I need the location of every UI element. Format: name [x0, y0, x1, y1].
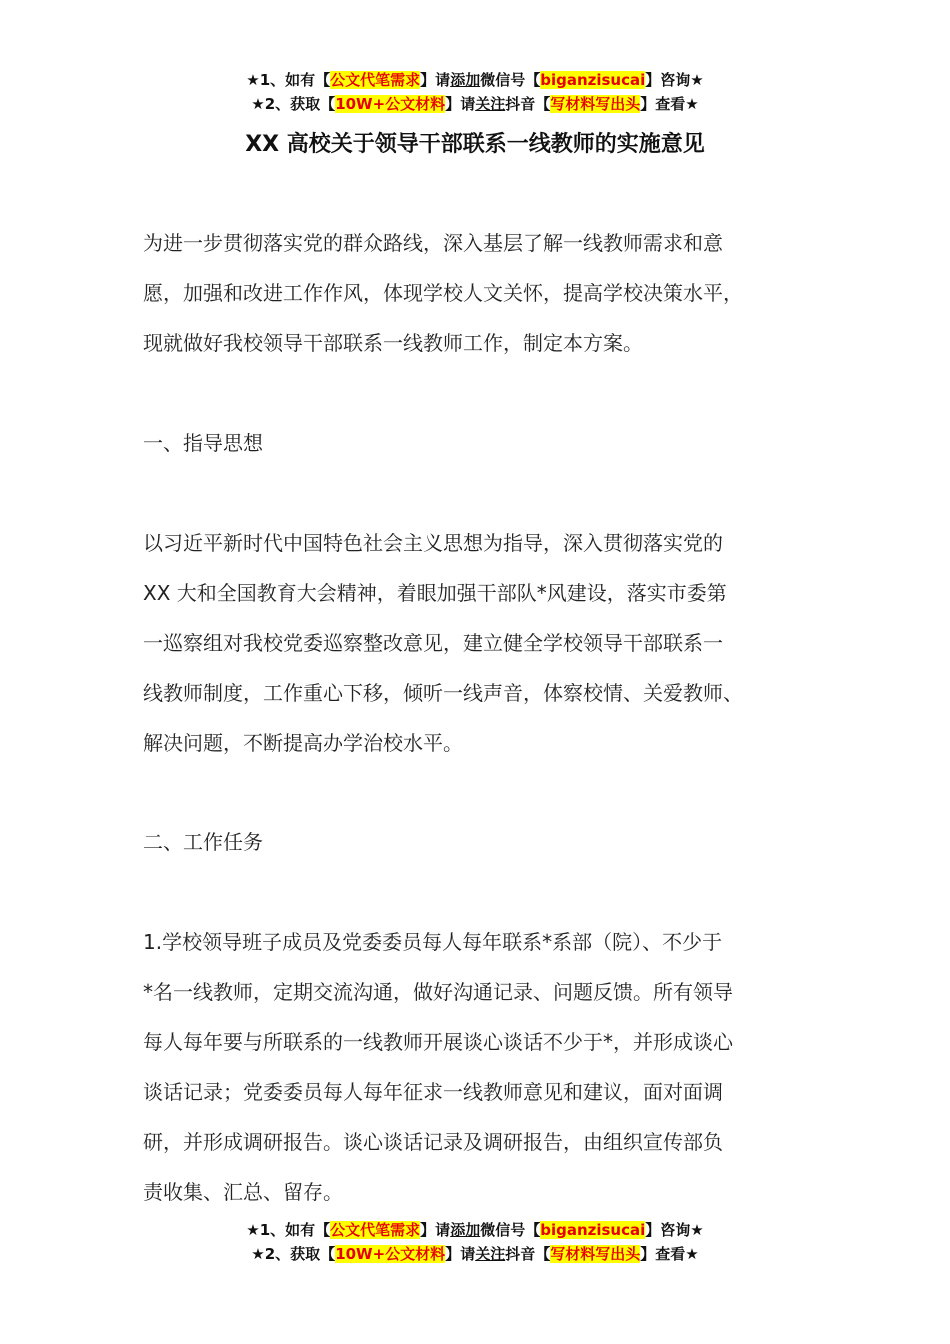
promo-text: 】查看★: [640, 1245, 699, 1263]
promo-highlight: 10W+公文材料: [335, 95, 446, 113]
promo-highlight: biganzisucai: [540, 1221, 646, 1239]
text-line: 现就做好我校领导干部联系一线教师工作，制定本方案。: [143, 331, 643, 355]
text-line: 一巡察组对我校党委巡察整改意见，建立健全学校领导干部联系一: [143, 631, 723, 655]
document-title: XX 高校关于领导干部联系一线教师的实施意见: [245, 132, 705, 157]
promo-highlight: 写材料写出头: [550, 95, 641, 113]
promo-text: 】请: [420, 71, 451, 89]
promo-text: 微信号【: [480, 1221, 541, 1239]
promo-highlight: 公文代笔需求: [330, 71, 421, 89]
promo-text: 抖音【: [505, 95, 551, 113]
promo-banner-top: [0, 68, 950, 116]
promo-line-1: [0, 68, 950, 92]
guiding-ideology-paragraph: [143, 518, 833, 768]
section-heading-guiding-ideology: 一、指导思想: [143, 431, 263, 455]
promo-underlined: 关注: [475, 1245, 506, 1263]
promo-text: ★2、获取【: [251, 1245, 336, 1263]
promo-text: 】请: [445, 95, 476, 113]
promo-line-2: [0, 1242, 950, 1266]
promo-highlight: 写材料写出头: [550, 1245, 641, 1263]
promo-banner-bottom: [0, 1218, 950, 1266]
promo-text: ★1、如有【: [246, 1221, 331, 1239]
promo-text: 】咨询★: [645, 71, 704, 89]
promo-line-1: [0, 1218, 950, 1242]
promo-underlined: 关注: [475, 95, 506, 113]
text-line: XX 大和全国教育大会精神，着眼加强干部队*风建设，落实市委第: [143, 581, 727, 605]
promo-highlight: 公文代笔需求: [330, 1221, 421, 1239]
promo-line-2: [0, 92, 950, 116]
text-line: 愿，加强和改进工作作风，体现学校人文关怀，提高学校决策水平，: [143, 281, 743, 305]
text-line: 以习近平新时代中国特色社会主义思想为指导，深入贯彻落实党的: [143, 531, 723, 555]
section-heading-work-tasks: 二、工作任务: [143, 830, 263, 854]
text-line: *名一线教师，定期交流沟通，做好沟通记录、问题反馈。所有领导: [143, 980, 733, 1004]
text-line: 1.学校领导班子成员及党委委员每人每年联系*系部（院）、不少于: [143, 930, 723, 954]
work-tasks-paragraph: [143, 917, 833, 1217]
text-line: 线教师制度，工作重心下移，倾听一线声音，体察校情、关爱教师、: [143, 681, 743, 705]
promo-highlight: biganzisucai: [540, 71, 646, 89]
text-line: 每人每年要与所联系的一线教师开展谈心谈话不少于*，并形成谈心: [143, 1030, 733, 1054]
text-line: 解决问题，不断提高办学治校水平。: [143, 731, 463, 755]
promo-highlight: 10W+公文材料: [335, 1245, 446, 1263]
promo-text: 】请: [420, 1221, 451, 1239]
promo-underlined: 添加: [450, 1221, 481, 1239]
promo-text: 微信号【: [480, 71, 541, 89]
promo-text: 】请: [445, 1245, 476, 1263]
promo-text: 】查看★: [640, 95, 699, 113]
text-line: 谈话记录；党委委员每人每年征求一线教师意见和建议，面对面调: [143, 1080, 723, 1104]
promo-text: 】咨询★: [645, 1221, 704, 1239]
promo-underlined: 添加: [450, 71, 481, 89]
promo-text: ★1、如有【: [246, 71, 331, 89]
text-line: 责收集、汇总、留存。: [143, 1180, 343, 1204]
promo-text: 抖音【: [505, 1245, 551, 1263]
promo-text: ★2、获取【: [251, 95, 336, 113]
text-line: 为进一步贯彻落实党的群众路线，深入基层了解一线教师需求和意: [143, 231, 723, 255]
intro-paragraph: [143, 218, 833, 368]
text-line: 研，并形成调研报告。谈心谈话记录及调研报告，由组织宣传部负: [143, 1130, 723, 1154]
